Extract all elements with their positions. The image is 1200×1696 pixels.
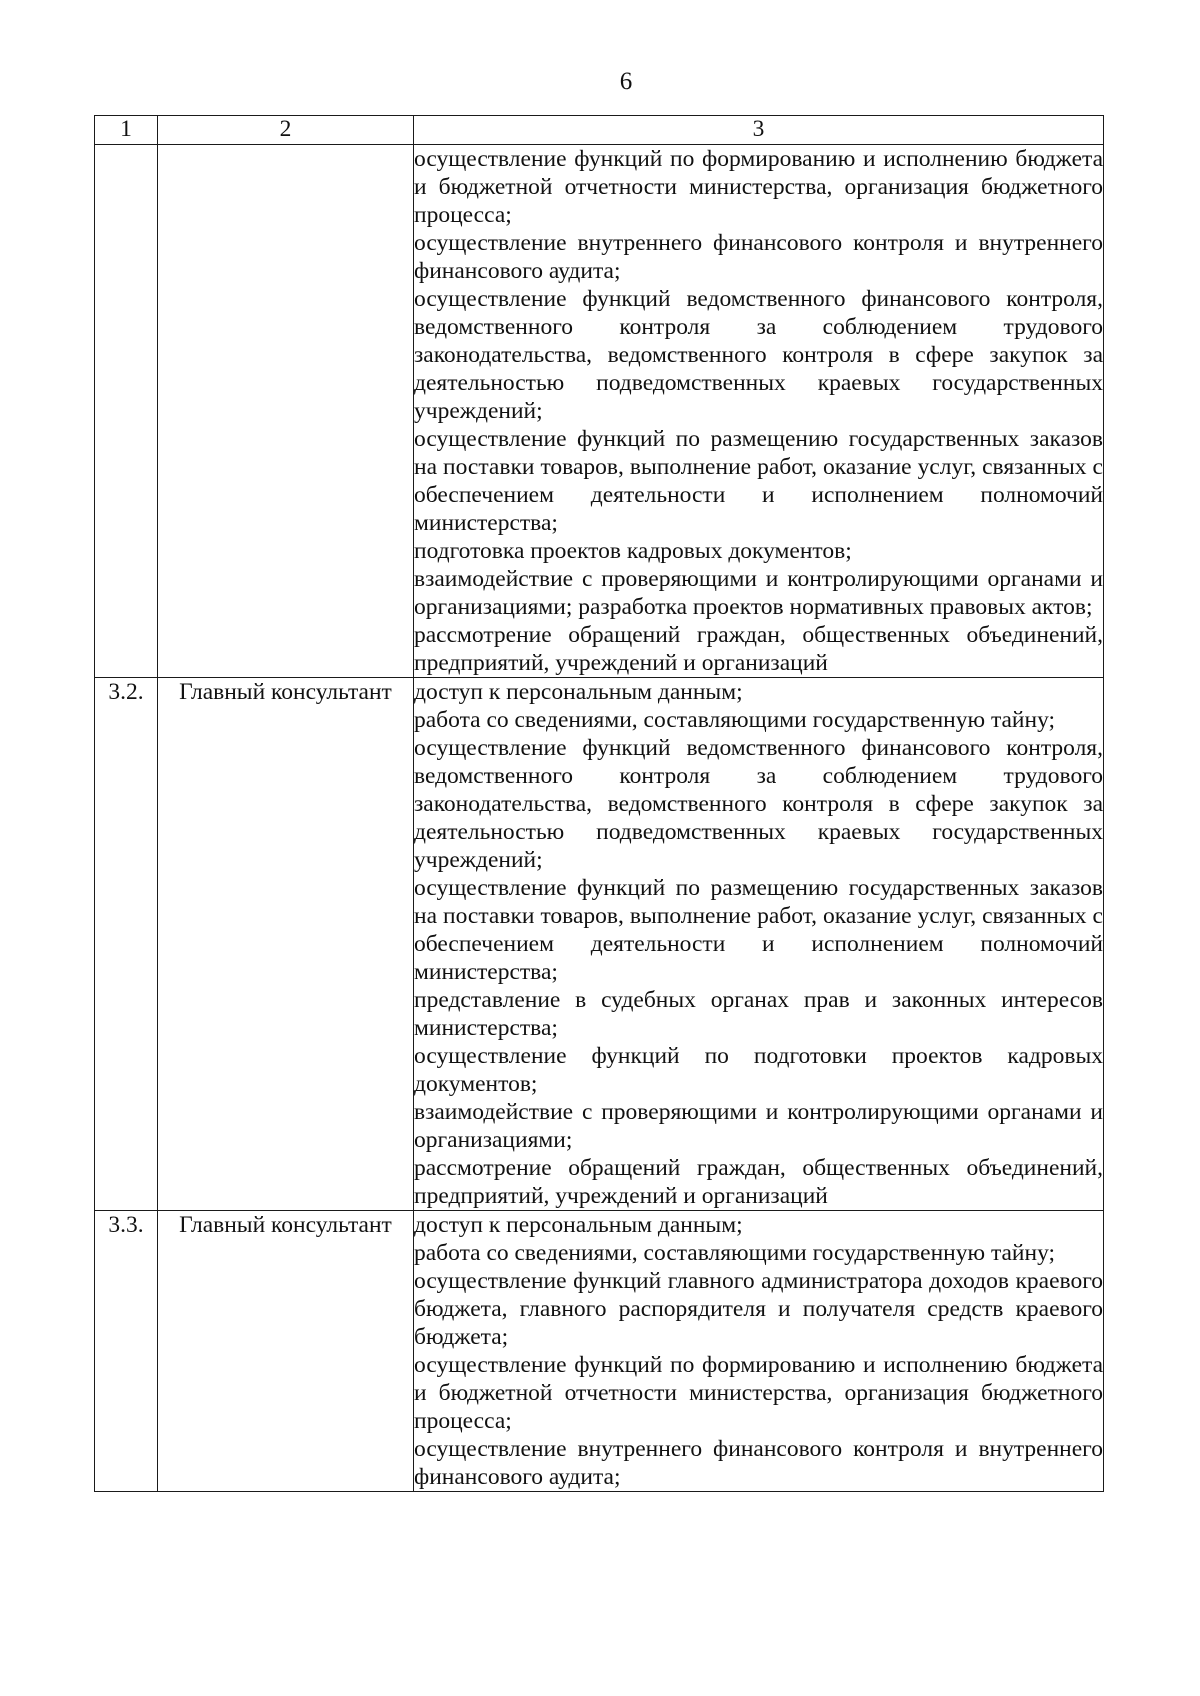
page-number: 6 <box>619 68 633 95</box>
column-header-3: 3 <box>414 116 1104 145</box>
duties-cell <box>414 678 1104 1211</box>
column-header-1: 1 <box>95 116 158 145</box>
duty-item: рассмотрение обращений граждан, общественных объединений, предприятий, учреждений и организаций <box>414 622 1103 676</box>
duty-item: осуществление функций ведомственного финансового контроля, ведомственного контроля за соблюдением трудового законодательства, ведомственного контроля в сфере закупок за деятельностью подведомственных краевых государственных учреждений; <box>414 286 1103 424</box>
duty-item: осуществление функций главного администратора доходов краевого бюджета, главного распорядителя и получателя средств краевого бюджета; <box>414 1268 1103 1350</box>
position-cell: Главный консультант <box>158 1211 414 1492</box>
duty-item: осуществление функций по размещению государственных заказов на поставки товаров, выполнение работ, оказание услуг, связанных с обеспечением деятельности и исполнением полномочий министерства; <box>414 426 1103 536</box>
duty-item: осуществление функций ведомственного финансового контроля, ведомственного контроля за соблюдением трудового законодательства, ведомственного контроля в сфере закупок за деятельностью подведомственных краевых государственных учреждений; <box>414 735 1103 873</box>
duty-item: доступ к персональным данным; <box>414 679 743 705</box>
table-row <box>95 145 1104 678</box>
column-header-2: 2 <box>158 116 414 145</box>
row-number-cell: 3.2. <box>95 678 158 1211</box>
table-header-row <box>95 116 1104 145</box>
duty-item: осуществление функций по подготовки проектов кадровых документов; <box>414 1043 1103 1097</box>
duty-item: рассмотрение обращений граждан, общественных объединений, предприятий, учреждений и организаций <box>414 1155 1103 1209</box>
table-row <box>95 678 1104 1211</box>
row-number-cell: 3.3. <box>95 1211 158 1492</box>
duties-table <box>94 115 1104 1492</box>
duty-item: осуществление функций по размещению государственных заказов на поставки товаров, выполнение работ, оказание услуг, связанных с обеспечением деятельности и исполнением полномочий министерства; <box>414 875 1103 985</box>
row-number-cell <box>95 145 158 678</box>
duty-item: осуществление внутреннего финансового контроля и внутреннего финансового аудита; <box>414 230 1103 284</box>
position-cell: Главный консультант <box>158 678 414 1211</box>
duties-cell <box>414 1211 1104 1492</box>
duty-item: взаимодействие с проверяющими и контролирующими органами и организациями; разработка проектов нормативных правовых актов; <box>414 566 1103 620</box>
duty-item: взаимодействие с проверяющими и контролирующими органами и организациями; <box>414 1099 1103 1153</box>
duty-item: доступ к персональным данным; <box>414 1212 743 1238</box>
table-body <box>95 116 1104 1492</box>
duty-item: представление в судебных органах прав и законных интересов министерства; <box>414 987 1103 1041</box>
duty-item: работа со сведениями, составляющими государственную тайну; <box>414 707 1056 733</box>
duty-item: осуществление функций по формированию и исполнению бюджета и бюджетной отчетности министерства, организация бюджетного процесса; <box>414 1352 1103 1434</box>
duty-item: работа со сведениями, составляющими государственную тайну; <box>414 1240 1056 1266</box>
duty-item: осуществление внутреннего финансового контроля и внутреннего финансового аудита; <box>414 1436 1103 1490</box>
duty-item: подготовка проектов кадровых документов; <box>414 538 852 564</box>
table-row <box>95 1211 1104 1492</box>
duties-cell <box>414 145 1104 678</box>
position-cell <box>158 145 414 678</box>
duty-item: осуществление функций по формированию и исполнению бюджета и бюджетной отчетности министерства, организация бюджетного процесса; <box>414 146 1103 228</box>
